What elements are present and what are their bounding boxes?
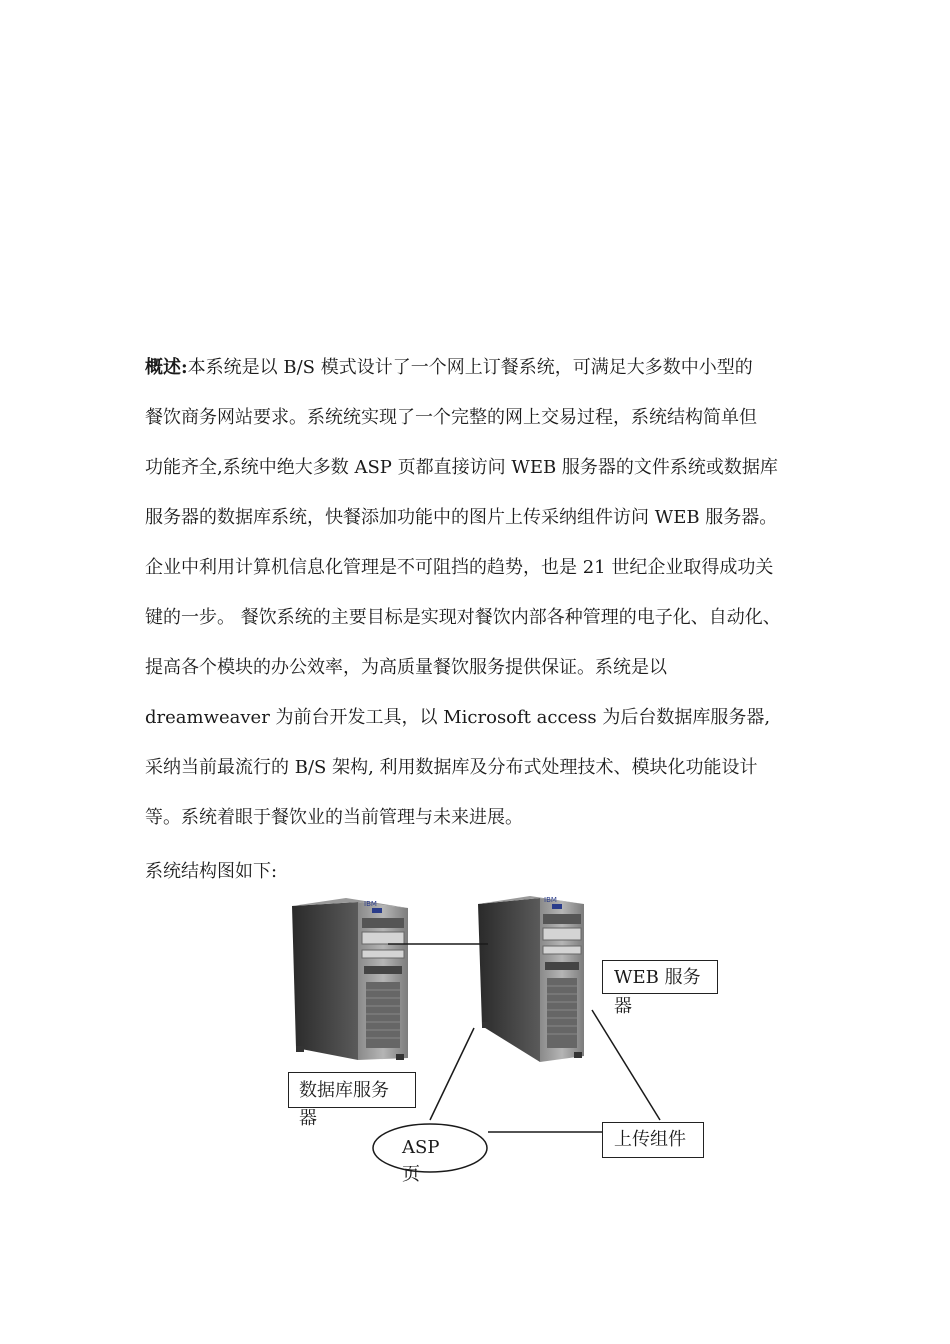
web-asp-connector (430, 1028, 474, 1120)
paragraph-line-6: 键的一步。 餐饮系统的主要目标是实现对餐饮内部各种管理的电子化、自动化、 (145, 607, 781, 628)
web-server-brand-logo: IBM (544, 896, 557, 904)
paragraph-line-3: 功能齐全,系统中绝大多数 ASP 页都直接访问 WEB 服务器的文件系统或数据库 (145, 457, 778, 478)
paragraph-line-2: 餐饮商务网站要求。系统统实现了一个完整的网上交易过程，系统结构简单但 (145, 407, 757, 428)
paragraph-line-7: 提高各个模块的办公效率，为高质量餐饮服务提供保证。系统是以 (145, 657, 667, 678)
database-server-label-line2: 器 (299, 1108, 317, 1129)
database-server-tower-icon (292, 898, 408, 1060)
web-server-label-line2: 器 (614, 996, 632, 1017)
web-server-tower-icon (478, 896, 584, 1062)
paragraph-line-9: 采纳当前最流行的 B/S 架构, 利用数据库及分布式处理技术、模块化功能设计 (145, 757, 758, 778)
paragraph-line-10: 等。系统着眼于餐饮业的当前管理与未来进展。 (145, 807, 523, 828)
diagram-caption: 系统结构图如下: (145, 861, 278, 882)
asp-label-line1: ASP (402, 1137, 440, 1158)
web-upload-connector (592, 1010, 660, 1120)
asp-label-line2: 页 (402, 1164, 420, 1185)
paragraph-line-1-text: 本系统是以 B/S 模式设计了一个网上订餐系统，可满足大多数中小型的 (187, 357, 753, 378)
db-server-brand-logo: IBM (364, 900, 377, 908)
paragraph-line-8: dreamweaver 为前台开发工具，以 Microsoft access 为后台数据库服务器, (145, 707, 771, 728)
upload-component-label: 上传组件 (614, 1129, 686, 1150)
overview-lead: 概述: (145, 357, 188, 378)
database-server-label-line1: 数据库服务 (299, 1080, 389, 1101)
paragraph-line-5: 企业中利用计算机信息化管理是不可阻挡的趋势，也是 21 世纪企业取得成功关 (145, 557, 774, 578)
web-server-label-line1: WEB 服务 (614, 967, 701, 988)
paragraph-line-4: 服务器的数据库系统，快餐添加功能中的图片上传采纳组件访问 WEB 服务器。 (145, 507, 778, 528)
